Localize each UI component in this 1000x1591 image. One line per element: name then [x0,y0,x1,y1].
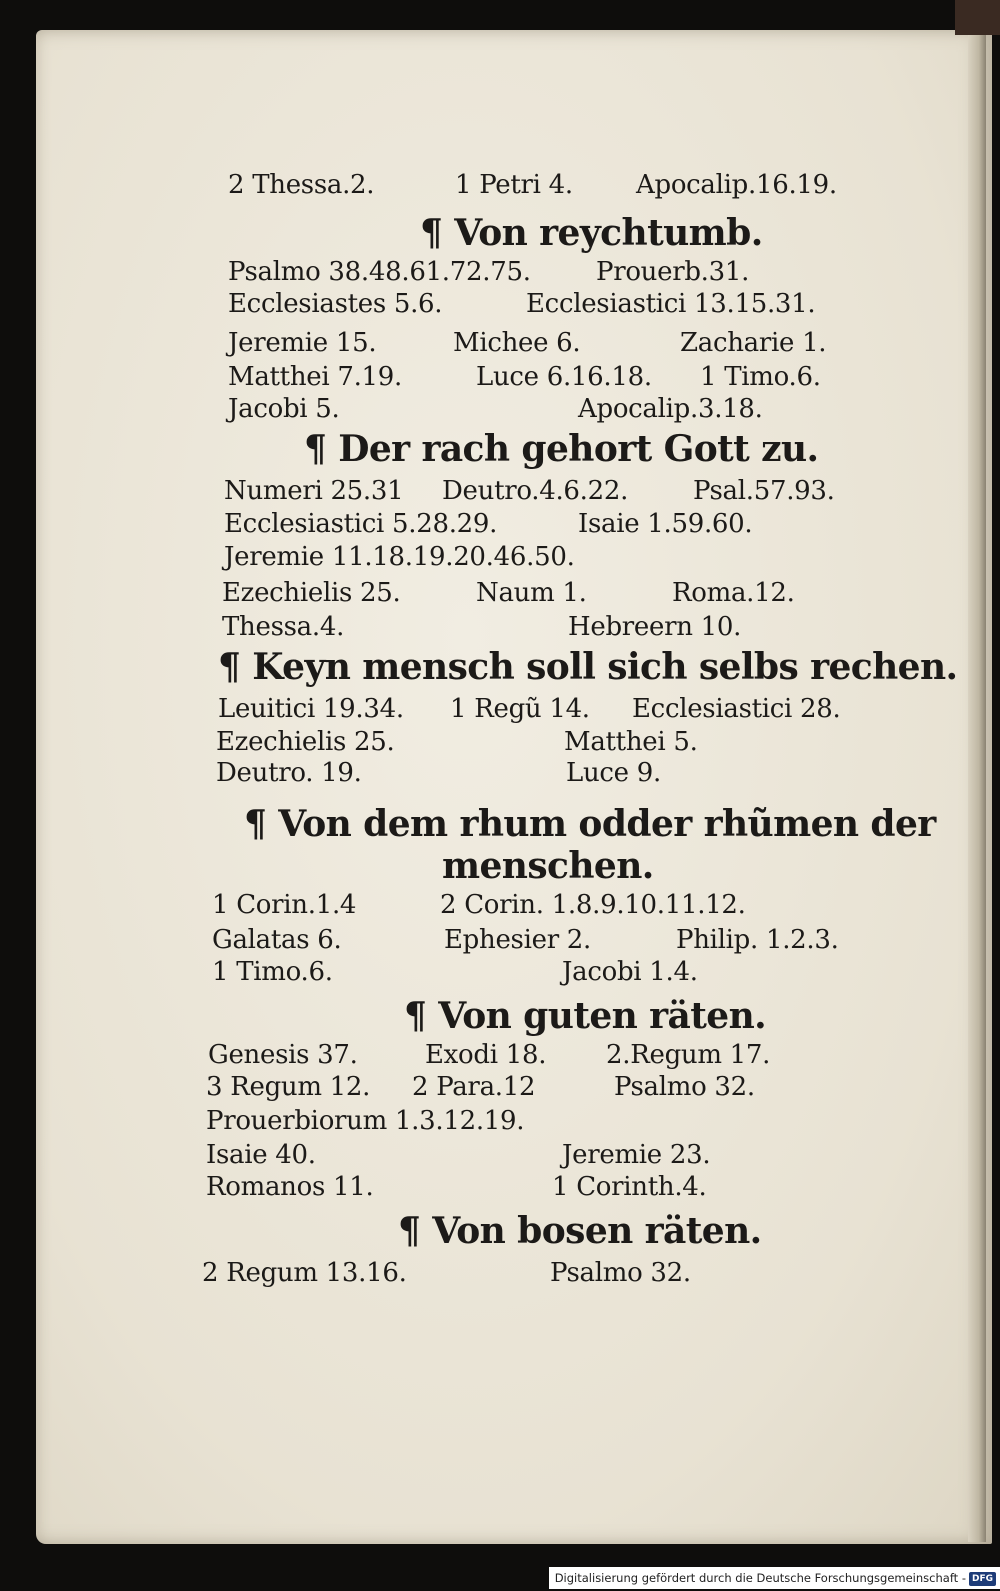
reference: Deutro.4.6.22. [442,476,629,506]
reference: Ecclesiastes 5.6. [228,289,443,319]
reference: Ecclesiastici 13.15.31. [526,289,816,319]
reference: 3 Regum 12. [206,1072,371,1102]
reference: 2 Regum 13.16. [202,1258,407,1288]
reference: Ezechielis 25. [216,727,395,757]
reference: Ephesier 2. [444,925,591,955]
heading-text: menschen. [442,845,654,887]
reference: Numeri 25.31 [224,476,404,506]
page-edge [968,34,986,1542]
reference: Matthei 5. [564,727,698,757]
reference: Isaie 1.59.60. [578,509,753,539]
reference: Hebreern 10. [568,612,742,642]
heading-text: ¶ Von reychtumb. [420,212,763,254]
reference: Ezechielis 25. [222,578,401,608]
reference: Thessa.4. [222,612,345,642]
reference: Romanos 11. [206,1172,374,1202]
reference: 2 Thessa.2. [228,170,375,200]
credit-text: Digitalisierung gefördert durch die Deutsche Forschungsgemeinschaft - [554,1571,966,1585]
reference: Leuitici 19.34. [218,694,404,724]
reference: Psalmo 32. [614,1072,755,1102]
heading-text: ¶ Von bosen räten. [398,1210,762,1252]
reference: Roma.12. [672,578,795,608]
reference: Luce 6.16.18. [476,362,652,392]
reference: 1 Petri 4. [455,170,573,200]
reference: Ecclesiastici 28. [632,694,841,724]
reference: Deutro. 19. [216,758,362,788]
reference: Jeremie 23. [562,1140,711,1170]
reference: Genesis 37. [208,1040,358,1070]
reference: Jacobi 5. [228,394,340,424]
reference: 2 Para.12 [412,1072,536,1102]
reference: 1 Corinth.4. [552,1172,707,1202]
heading-text: ¶ Von guten räten. [404,995,767,1037]
reference: Psal.57.93. [693,476,835,506]
reference: Zacharie 1. [680,328,827,358]
reference: 1 Timo.6. [212,957,333,987]
reference: 1 Corin.1.4 [212,890,357,920]
reference: Apocalip.16.19. [636,170,837,200]
dfg-logo: DFG [969,1572,996,1586]
reference: Matthei 7.19. [228,362,402,392]
reference: 1 Timo.6. [700,362,821,392]
corner-stain [955,0,1000,35]
reference: 2 Corin. 1.8.9.10.11.12. [440,890,746,920]
reference: Psalmo 38.48.61.72.75. [228,257,531,287]
reference: Apocalip.3.18. [578,394,763,424]
reference: Jeremie 11.18.19.20.46.50. [224,542,575,572]
reference: Jeremie 15. [228,328,377,358]
reference: Ecclesiastici 5.28.29. [224,509,498,539]
reference: Luce 9. [566,758,661,788]
heading-text: ¶ Keyn mensch soll sich selbs rechen. [218,646,958,688]
heading-text: ¶ Von dem rhum odder rhũmen der [244,803,936,845]
reference: Psalmo 32. [550,1258,691,1288]
reference: Prouerbiorum 1.3.12.19. [206,1106,525,1136]
reference: Philip. 1.2.3. [676,925,839,955]
reference: Galatas 6. [212,925,342,955]
reference: 1 Regũ 14. [450,694,590,724]
reference: Michee 6. [453,328,581,358]
heading-text: ¶ Der rach gehort Gott zu. [304,428,819,470]
reference: Exodi 18. [425,1040,547,1070]
reference: Jacobi 1.4. [562,957,698,987]
reference: Prouerb.31. [596,257,750,287]
reference: Isaie 40. [206,1140,316,1170]
reference: Naum 1. [476,578,587,608]
reference: 2.Regum 17. [606,1040,771,1070]
digitization-credit [549,1567,1000,1589]
